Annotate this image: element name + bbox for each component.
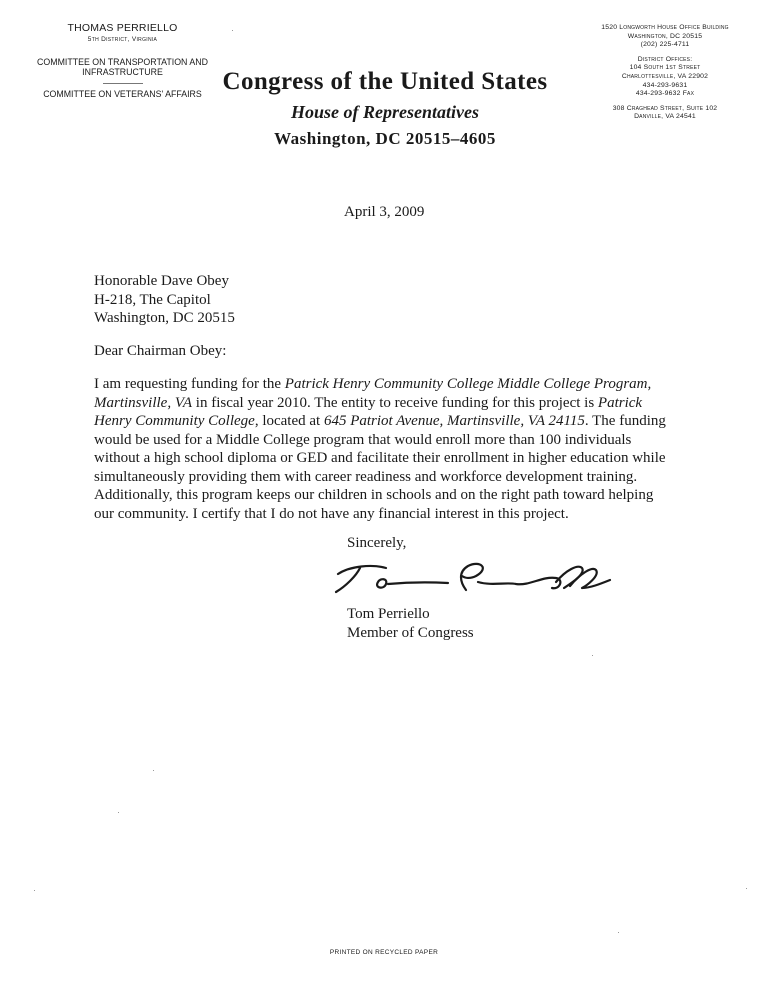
scan-speck [34, 890, 35, 891]
body-text-4: . The funding would be used for a Middle College program that would enroll more than 100 individuals without a high school diploma or GED and facilitate their enrollment in higher education while simultaneously providing them with career readiness and workforce development training. Additionally, this program keeps our children in schools and on the right path toward helping our community. I certify that I do not have any financial interest in this project. [94, 413, 666, 522]
letter-date: April 3, 2009 [344, 204, 425, 220]
letter-body [94, 375, 674, 523]
committee-veterans: COMMITTEE ON VETERANS' AFFAIRS [43, 89, 202, 99]
scan-speck [592, 655, 593, 656]
district-offices-heading: District Offices: [637, 55, 693, 63]
scan-speck [232, 30, 233, 31]
dc-office-line1: 1520 Longworth House Office Building [601, 24, 729, 31]
signer-name: Tom Perriello [347, 606, 430, 622]
header-divider [103, 83, 143, 84]
scan-speck [118, 812, 119, 813]
scan-speck [746, 888, 747, 889]
office2-street: 308 Craghead Street, Suite 102 [612, 104, 718, 112]
office2-city: Danville, VA 24541 [634, 113, 696, 121]
entity-name: Patrick Henry Community College [94, 394, 643, 429]
scan-speck [618, 932, 619, 933]
office-addresses [565, 24, 765, 122]
signature [320, 552, 620, 607]
member-name: THOMAS PERRIELLO [67, 22, 178, 34]
recipient-name: Honorable Dave Obey [94, 273, 229, 289]
house-title: House of Representatives [291, 102, 479, 122]
office1-fax: 434-293-9632 Fax [635, 90, 695, 98]
office1-street: 104 South 1st Street [629, 64, 701, 72]
recipient-address [94, 272, 235, 328]
entity-address: 645 Patriot Avenue, Martinsville, VA 24115 [323, 413, 585, 429]
signer-title: Member of Congress [347, 624, 474, 641]
washington-address: Washington, DC 20515–4605 [274, 129, 496, 148]
closing: Sincerely, [347, 535, 407, 551]
dc-office-phone: (202) 225-4711 [640, 41, 690, 49]
body-text-2: in fiscal year 2010. The entity to receive funding for this project is [192, 394, 598, 411]
committee-transportation: COMMITTEE ON TRANSPORTATION AND INFRASTRUCTURE [37, 57, 208, 77]
body-text-3: , located at [254, 413, 324, 429]
recipient-city: Washington, DC 20515 [94, 310, 235, 326]
letterhead-title-block [200, 68, 570, 149]
recycled-paper-footer: PRINTED ON RECYCLED PAPER [329, 949, 439, 956]
signer-block [347, 605, 474, 642]
district-label: 5th District, Virginia [87, 36, 158, 43]
committee-header [20, 22, 225, 99]
office1-city: Charlottesville, VA 22902 [621, 72, 709, 80]
congress-title: Congress of the United States [222, 68, 548, 95]
recipient-street: H-218, The Capitol [94, 291, 211, 308]
salutation: Dear Chairman Obey: [94, 343, 227, 359]
dc-office-line2: Washington, DC 20515 [627, 32, 703, 40]
office1-phone: 434-293-9631 [642, 81, 688, 89]
program-name: Patrick Henry Community College Middle College Program, Martinsville, VA [94, 376, 652, 411]
scan-speck [153, 770, 154, 771]
body-text-1: I am requesting funding for the [94, 376, 285, 392]
